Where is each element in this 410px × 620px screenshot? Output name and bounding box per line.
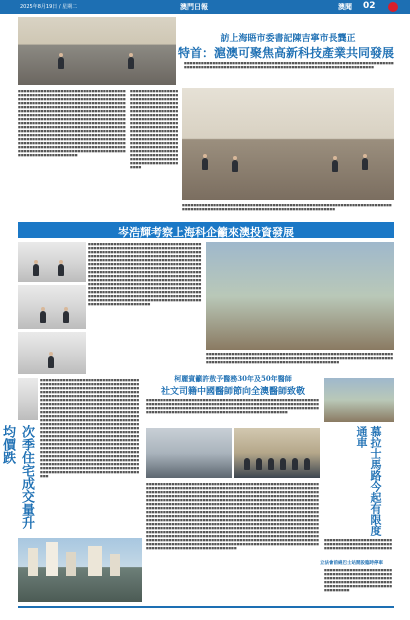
- masthead-paper-name: 澳門日報: [180, 2, 208, 11]
- photo-icon: [182, 88, 394, 200]
- story3-headline: 社文司籍中國醫師節向全澳醫師致敬: [160, 387, 305, 397]
- story4-headline: 次季住宅成交量升均價跌: [0, 425, 34, 529]
- photo-icon: [206, 242, 394, 350]
- story2-body-b: ■■■■■■■■■■■■■■■■■■■■■■■■■■■■■■■■■■■■■■■■■■■■■■■■■■■■■■■■■■■■■■■■■■■■■■■■■■■■■■■■■■■■■■■■■■■■■■■■■■■■■■■■■■■■■■■■■■■■■■■■■■■■■■■■■■■■■■■■■■■■■■■■■■■■■■■■■■■■■■■■■■■■■■■■■■■■■■■■■■■: [206, 352, 394, 364]
- bottom-rule: [18, 606, 394, 608]
- story6-body: ■■■■■■■■■■■■■■■■■■■■■■■■■■■■■■■■■■■■■■■■■■■■■■■■■■■■■■■■■■■■■■■■■■■■■■■■■■■■■■■■■■■■■■■■■■■■■■■■■■■■■■■■■■■■■■■■■■■■■■■■■■■■■■■■■: [324, 568, 393, 592]
- story5-body: ■■■■■■■■■■■■■■■■■■■■■■■■■■■■■■■■■■■■■■■■■■■■■■■■■■■■■■■■■■■■■■■■■■■■■■■■: [324, 538, 393, 550]
- photo-icon: [18, 332, 86, 374]
- story5-headline: 慕拉士馬路今起有限度通車: [355, 426, 382, 536]
- story3-body-bottom: ■■■■■■■■■■■■■■■■■■■■■■■■■■■■■■■■■■■■■■■■■■■■■■■■■■■■■■■■■■■■■■■■■■■■■■■■■■■■■■■■■■■■■■■■■■■■■■■■■■■■■■■■■■■■■■■■■■■■■■■■■■■■■■■■■■■■■■■■■■■■■■■■■■■■■■■■■■■■■■■■■■■■■■■■■■■■■■■■■■■■■■■■■■■■■■■■■■■■■■■■■■■■■■■■■■■■■■■■■■■■■■■■■■■■■■■■■■■■■■■■■■■■■■■■■■■■■■■■■■■■■■■■■■■■■■■■■■■■■■■■■■■■■■■■■■■■■■■■■■■■■■■■■■■■■■■■■■■■■■■■■■■■■■■■■■■■■■■■■■■■■■■■■■■■■■■■■■■■■■■■■■■■■■■■■■■■■■■■■■■■■■■■■■■■■■■■■■■■■■■■■■■■■■■■■■■■■■■■■■■■■■■■■■■■■■■■■■■■■■■■■■■■■■■■■■■■■■■■■■■■■■■■■■■■■■■■■■■■■■■■■■■■■■■■■■■■■■■■■■■■■■■■■■■■■■■■■■■■■■■■■■■■■■■■■■■■■■■■■■■■■■■■■■■■■■■■■■■■■■■■■■■■■■■■■■■■■■■■■■■■■■■■■■■■■■■■■■■■■■■■■■■■■■■■■■■■■■■■■■■■■■■■■■■■■■■■■■■■■■■■■■■■■■■■■■■■■■■■■■■■■■■■■■■■■■■■■■■■■■■■■■■■■■■■■■■■■■■■■■■■■■■■■■■■■■■■■■■■■■■■■■■■■■■■■■■■■■■■■■■■■■■■■■■■■■■■■■■■■■■■■■■■■■■■■■■■■■■■■■■■■■■■■■■■■■■■■■■■■■■■■■■■■■■■■■■■■■■■■■■■■■■■■■■■■■■■■■■■■■■■■■■■■■■■■■■■■■■■■■■■■■■■■■■■■■■■■■■■■■■■■■■■■■■■■■■■■■■■■■■■■■■■■■■■■■■■■■■■■■■■■■■■■■■■■■■■■■■■■■■■■■■■■■■■■■■■■■■■■■■■■■■■■■■■■■■■■■■■■■■■■■■■■■■■■■■■■■■■■■■■■■■■■■■■: [146, 482, 319, 550]
- masthead-section: 澳聞: [338, 3, 352, 11]
- story1-kicker: 訪上海晤市委書記陳吉寧市長龔正: [220, 34, 356, 44]
- logo-icon: [388, 2, 398, 12]
- photo-icon: [324, 378, 394, 422]
- story1-headline: 特首：滬澳可聚焦高新科技產業共同發展: [178, 46, 395, 60]
- photo-icon: [18, 17, 176, 85]
- story3-kicker: 柯麗賓籲許敖予醫務30年及50年醫師: [174, 374, 292, 383]
- photo-icon: [18, 538, 142, 602]
- story2-headline: 岑浩輝考察上海科企籲來澳投資發展: [118, 226, 294, 239]
- photo-icon: [18, 378, 38, 420]
- story3-body-top: ■■■■■■■■■■■■■■■■■■■■■■■■■■■■■■■■■■■■■■■■■■■■■■■■■■■■■■■■■■■■■■■■■■■■■■■■■■■■■■■■■■■■■■■■■■■■■■■■■■■■■■■■■■■■■■■■■■■■■■■■■■■■■■■■■■■■■■■■■■■■■■■■■■■■■■■■■■■■■■■■■■■■■■■■■■■■■■■■■■■■■■■■■■■■■■■■■■■■■■■■■■■■■■■■■■■■■■■■■■■■■■■■■■■■■■■■■: [146, 398, 319, 414]
- story1-body-mid: ■■■■■■■■■■■■■■■■■■■■■■■■■■■■■■■■■■■■■■■■■■■■■■■■■■■■■■■■■■■■■■■■■■■■■■■■■■■■■■■■■■■■■■■■■■■■■■■■■■■■■■■■■■■■■■■■■■■■■■■■■■■■■■■■■■■■■■■■■■■■■■■■■■■■■■■■■■■■■■■■■■■■■■■■■■■■■■■■■■■■■■■■■■■■■■■■■■■■■■■■■■■■■■■■■■■■■■■■■■■■■■■■■■■■■■■■■■■■■■■■■■■■■■■■■■■■■■■■■■■■■■■■■■■■■■■■■■■■■■■■■■■■■■■■■■■■■■■■■■■■■■■■■■■■■■■■■■■■■■■■■■■■■■■: [130, 89, 179, 169]
- story1-lead-text: ■■■■■■■■■■■■■■■■■■■■■■■■■■■■■■■■■■■■■■■■■■■■■■■■■■■■■■■■■■■■■■■■■■■■■■■■■■■■■■■■■■■■■■■■■■■■■■■■■■■■■■■■■■■■■■■■■■■■■■■■■■■■■■■■■■■■■■■■■■■■■: [184, 61, 394, 69]
- photo-icon: [18, 285, 86, 329]
- story4-body: ■■■■■■■■■■■■■■■■■■■■■■■■■■■■■■■■■■■■■■■■■■■■■■■■■■■■■■■■■■■■■■■■■■■■■■■■■■■■■■■■■■■■■■■■■■■■■■■■■■■■■■■■■■■■■■■■■■■■■■■■■■■■■■■■■■■■■■■■■■■■■■■■■■■■■■■■■■■■■■■■■■■■■■■■■■■■■■■■■■■■■■■■■■■■■■■■■■■■■■■■■■■■■■■■■■■■■■■■■■■■■■■■■■■■■■■■■■■■■■■■■■■■■■■■■■■■■■■■■■■■■■■■■■■■■■■■■■■■■■■■■■■■■■■■■■■■■■■■■■■■■■■■■■■■■■■■■■■■■■■■■■■■■■■■■■■■■■■■■■■■■■■■■■■■■■■■■■■■■■■■■■■■■■■■■■■■■■■■■■■■■■■■■■■■■■■■■■■■■■■■■■■■■■■■■■■■■■■■■■■■■■■■■■■■■■■■■■■■■■■■■■■■■■■■■■■■■■■■■■■■■■■■■■■■■■■■■■■■■■■■■■■■■■■■■■■■■■■■■■■■■■■■■■■■■■■■■■■■■■■■■■■■■■■■■■■■■■■■■■■■■■■■■■■■■■■■■■■■■■■■■■■■■■■■■■■■■■■■■■■■■■■■■■■■■■■■■■■■■■■■■■■■■■■■■■■■■■■■■■■■■■■■■■■■■■■■■■■■■■■■■■■■■■■■■■■■■■■■■■■■■■■■■■■■■■■■■■■■■■■■■■■■■■■■■■■■■■■■■■■■■■■■■■■■■■■■■■■■■■■■■■■■■■■■■■■■■■■■■■■■■■■■■■■■■■■■■■■■■■■■■■■■■■■■■■■■■■■■■■■■■■■■■■■■■■■■■■■■■■■■■■■■■■■■■■■■■■■■■■■■■■■■■■■■■■■■■■■■■■■■■■■: [40, 378, 140, 478]
- story2-body-a: ■■■■■■■■■■■■■■■■■■■■■■■■■■■■■■■■■■■■■■■■■■■■■■■■■■■■■■■■■■■■■■■■■■■■■■■■■■■■■■■■■■■■■■■■■■■■■■■■■■■■■■■■■■■■■■■■■■■■■■■■■■■■■■■■■■■■■■■■■■■■■■■■■■■■■■■■■■■■■■■■■■■■■■■■■■■■■■■■■■■■■■■■■■■■■■■■■■■■■■■■■■■■■■■■■■■■■■■■■■■■■■■■■■■■■■■■■■■■■■■■■■■■■■■■■■■■■■■■■■■■■■■■■■■■■■■■■■■■■■■■■■■■■■■■■■■■■■■■■■■■■■■■■■■■■■■■■■■■■■■■■■■■■■■■■■■■■■■■■■■■■■■■■■■■■■■■■■■■■■■■■■■■■■■■■■■■■■■■■■■■■■■■■■■■■■■■■■■■■■■■■■■■■■■■■■■■■■■■■■■■■■■■■■■■■■■■■■■■■■■■■■■■■■■■■■■■■■■■■■■■■■■■■■■■■■■■■■■■■■■■■■■■■■■■■■■■■■■■■■■■■■■■■■■■■■■■■■■■■■■■■■■■■■■■■■■■■■■■■■■■■■■■■■■■■■■■■■■■■■■■■■■■■■■■■■■■■■■■■■■■■■■■■■■■■■■■■■■■■■■■■■■■■■■■■■■■■■■■■■■■■■: [88, 242, 202, 306]
- story1-body-left: ■■■■■■■■■■■■■■■■■■■■■■■■■■■■■■■■■■■■■■■■■■■■■■■■■■■■■■■■■■■■■■■■■■■■■■■■■■■■■■■■■■■■■■■■■■■■■■■■■■■■■■■■■■■■■■■■■■■■■■■■■■■■■■■■■■■■■■■■■■■■■■■■■■■■■■■■■■■■■■■■■■■■■■■■■■■■■■■■■■■■■■■■■■■■■■■■■■■■■■■■■■■■■■■■■■■■■■■■■■■■■■■■■■■■■■■■■■■■■■■■■■■■■■■■■■■■■■■■■■■■■■■■■■■■■■■■■■■■■■■■■■■■■■■■■■■■■■■■■■■■■■■■■■■■■■■■■■■■■■■■■■■■■■■■■■■■■■■■■■■■■■■■■■■■■■■■■■■■■■■■■■■■■■■■■■■■■■■■■■■■■■■■■■■■■■■■■■■■■■■■■■■■■■■■■■■■■■■■■■■■■■■■■■■■■■■■■■■■■■■■■■■■■■■■■■■■■■■■■■■■■■■■■■■■■■■■■■■■■■■■■■■■■■■■■■■■■■■■■■■■■■■■■■■■■■■■■■■■■■■■■■■■■■■■■■■■■■■■■■■■■■■■■■■■■■■■■■■■■■■■■■■■■■■■■■■■■■■■■■■■■■■■■■■■■■■■■■■■■■■■■■■■■■■■■■■■■■■■■■■■■■■■■■■■■: [18, 89, 126, 157]
- masthead-page-number: 02: [363, 1, 376, 11]
- photo-icon: [18, 242, 86, 282]
- story1-body-right: ■■■■■■■■■■■■■■■■■■■■■■■■■■■■■■■■■■■■■■■■■■■■■■■■■■■■■■■■■■■■■■■■■■■■■■■■■■■■■■■■■■■■■■■■■■■■■■■■■■■■■■■■■■■■■■■■■■■■■■■■■■■■■■■■: [182, 203, 392, 211]
- masthead-date: 2025年8月19日 / 星期二: [20, 4, 78, 10]
- story6-subhead: 立法會前綫巴士站開設臨時停車: [320, 561, 383, 566]
- photo-icon: [234, 428, 320, 478]
- photo-icon: [146, 428, 232, 478]
